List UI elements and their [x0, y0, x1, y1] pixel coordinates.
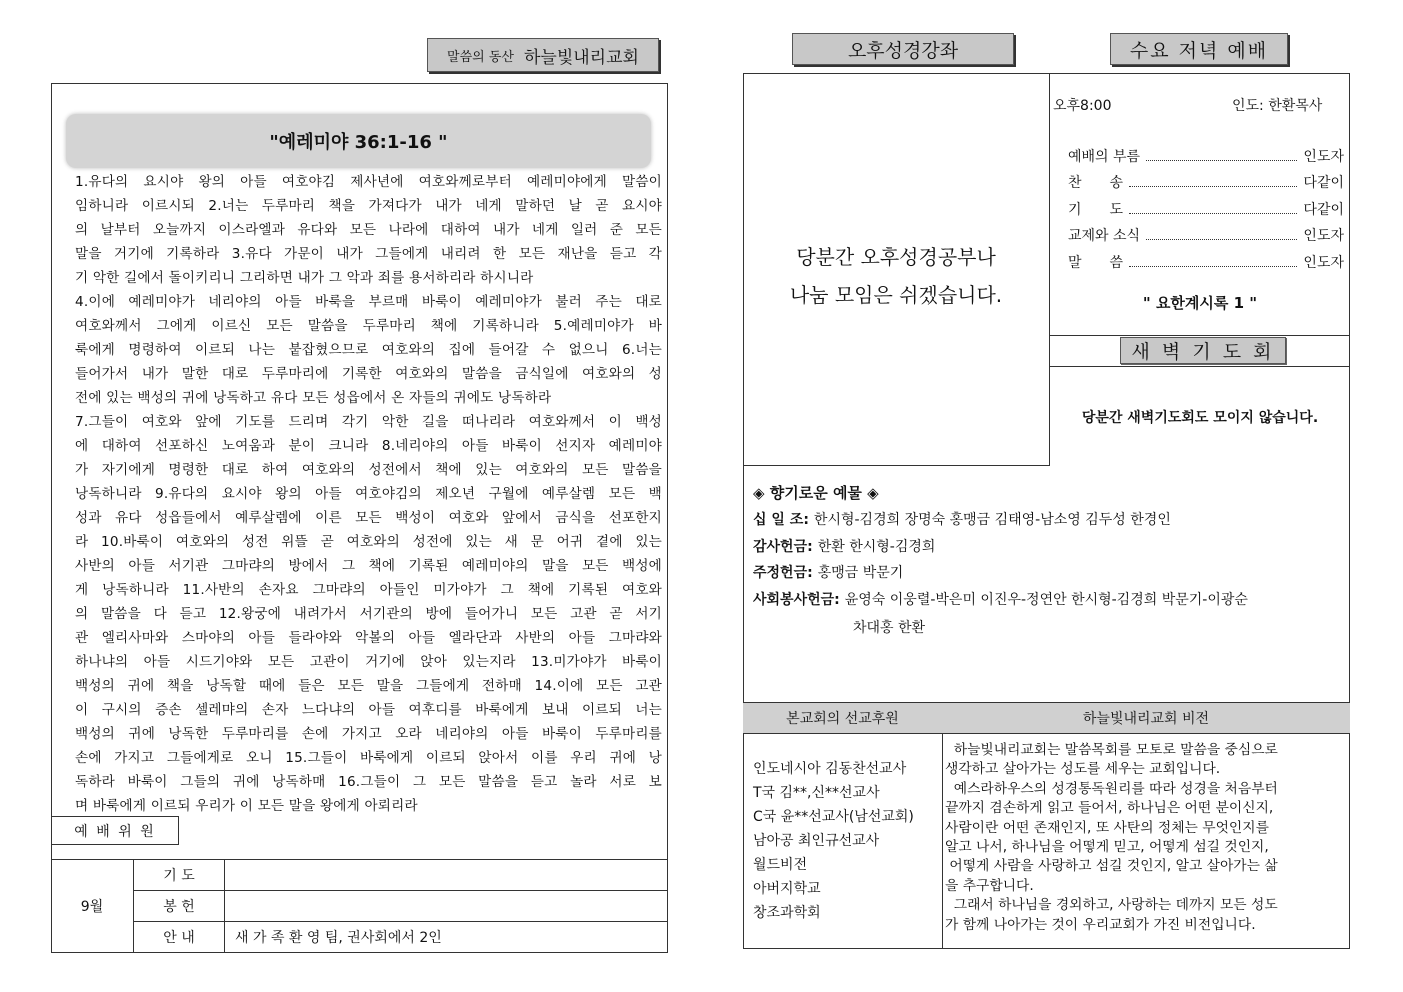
order-row	[1068, 192, 1344, 219]
order-leader: 인도자	[1303, 254, 1344, 271]
vision-line: 가 함께 나아가는 것이 우리교회가 가진 비전입니다.	[945, 916, 1256, 933]
vision-line: 생각하고 살아가는 성도를 세우는 교회입니다.	[945, 761, 1221, 778]
mission-item: C국 윤**선교사(남선교회)	[753, 809, 914, 825]
scripture-line: 백성의 귀에 책을 낭독할 때에 들은 모든 말을 그들에게 전하매 14.이에 모든 고관	[75, 678, 662, 694]
mission-vision-divider	[942, 734, 943, 949]
staff-month: 9월	[51, 860, 134, 953]
scripture-line: 임하니라 이르시되 2.너는 두루마리 책을 가져다가 내가 네게 말하던 날 곧 요시야	[75, 198, 662, 214]
sermon-title: " 요한계시록 1 "	[1142, 294, 1258, 312]
afternoon-title: 오후성경강좌	[847, 39, 959, 62]
leader-dots	[1129, 266, 1297, 267]
dawn-divider-top	[1050, 335, 1350, 336]
offering-names: 홍맹금 박문기	[817, 565, 904, 581]
order-row	[1068, 245, 1344, 272]
vision-line: 사람이란 어떤 존재인지, 또 사탄의 정체는 무엇인지를	[945, 819, 1269, 836]
vision-line: 그래서 하나님을 경외하고, 사랑하는 데까지 모든 성도	[945, 897, 1278, 914]
mission-item: 월드비전	[753, 857, 808, 873]
mission-item: 남아공 최인규선교사	[753, 833, 880, 849]
mission-item: 아버지학교	[753, 881, 821, 897]
dawn-title: 새 벽 기 도 회	[1131, 341, 1275, 363]
scripture-line: 이 구시의 증손 셀레먀의 손자 느다냐의 아들 여후디를 바룩에게 보내 이르되 너는	[75, 702, 662, 718]
staff-role: 기 도	[134, 860, 225, 891]
order-item: 기 도	[1068, 201, 1124, 218]
afternoon-notice-line: 나눔 모임은 쉬겠습니다.	[789, 283, 1003, 307]
scripture-line: 에 대하여 선포하신 노여움과 분이 크니라 8.네리야의 아들 바룩이 선지자 예레미야	[75, 438, 662, 454]
mission-header: 본교회의 선교후원	[786, 711, 899, 727]
scripture-line: 들어가서 내가 말한 대로 두루마리에 기록한 여호와의 말씀을 금식일에 여호와의 성	[75, 366, 662, 382]
vision-text	[945, 741, 1345, 935]
mission-item: 인도네시아 김동찬선교사	[753, 761, 907, 777]
scripture-line: 1.유다의 요시야 왕의 아들 여호야김 제사년에 여호와께로부터 예레미야에게 말씀이	[75, 174, 662, 190]
leader-dots	[1129, 186, 1297, 187]
dawn-notice: 당분간 새벽기도회도 모이지 않습니다.	[1081, 410, 1319, 426]
order-item: 찬 송	[1068, 175, 1124, 191]
offering-label: 사회봉사헌금:	[753, 591, 840, 608]
offering-row	[753, 562, 1343, 589]
offering-names: 한환 한시형-김경희	[817, 538, 936, 555]
passage-title-banner	[66, 114, 651, 168]
staff-value	[225, 891, 669, 922]
leader-dots	[1146, 160, 1297, 161]
church-header	[427, 38, 659, 72]
order-item: 교제와 소식	[1068, 228, 1141, 244]
afternoon-notice-line: 당분간 오후성경공부나	[796, 245, 996, 269]
dawn-title-banner	[1120, 337, 1286, 364]
scripture-line: 말을 거기에 기록하라 3.유다 가문이 내가 그들에게 내리려 한 모든 재난을 듣고 각	[75, 246, 662, 262]
offering-row	[753, 536, 1343, 563]
wednesday-title: 수요 저녁 예배	[1129, 39, 1269, 62]
offering-label: 주정헌금:	[753, 565, 813, 581]
scripture-line: 4.이에 예레미야가 네리야의 아들 바룩을 부르매 바룩이 예레미야가 불러 주는 대로	[75, 294, 662, 310]
scripture-line: 관 엘리사마와 스마야의 아들 들라야와 악볼의 아들 엘라단과 사반의 아들 그마랴와	[75, 630, 662, 646]
scripture-line: 성과 유다 성읍들에서 예루살렘에 이른 모든 백성이 여호와 앞에서 금식을 선포한지	[75, 510, 662, 526]
scripture-line: 독하라 바룩이 그들의 귀에 낭독하매 16.그들이 그 모든 말씀을 듣고 놀라 서로 보	[75, 774, 662, 790]
worship-staff-table	[51, 859, 668, 953]
dawn-divider-bottom	[1050, 366, 1350, 367]
offering-title: ◈ 향기로운 예물 ◈	[753, 484, 879, 502]
vision-header-cell	[942, 702, 1350, 734]
worship-order	[1068, 139, 1344, 272]
scripture-line: 기 악한 길에서 돌이키리니 그리하면 내가 그 악과 죄를 용서하리라 하시니라	[75, 270, 534, 286]
vision-line: 끝까지 겸손하게 읽고 들어서, 하나님은 어떤 분이신지,	[945, 800, 1274, 817]
offering-continuation: 차대홍 한환	[853, 620, 926, 636]
afternoon-notice	[743, 73, 1050, 466]
vision-line: 을 추구합니다.	[945, 877, 1034, 894]
order-item: 예배의 부름	[1068, 148, 1141, 165]
scripture-line: 7.그들이 여호와 앞에 기도를 드리며 각기 악한 길을 떠나리라 여호와께서 이 백성	[75, 414, 662, 430]
staff-value: 새 가 족 환 영 팀, 권사회에서 2인	[225, 922, 669, 953]
scripture-line: 전에 있는 백성의 귀에 낭독하고 유다 모든 성읍에서 온 자들의 귀에도 낭독하라	[75, 390, 552, 406]
scripture-line: 여호와께서 그에게 이르신 모든 말씀을 두루마리 책에 기록하니라 5.예레미야가 바	[75, 318, 662, 334]
mission-list	[753, 757, 938, 925]
offering-list	[753, 509, 1343, 615]
vision-line: 예스라하우스의 성경통독원리를 따라 성경을 처음부터	[945, 780, 1278, 797]
scripture-line: 하나냐의 아들 시드기야와 모든 고관이 거기에 앉아 있는지라 13.미가야가 바룩이	[75, 654, 662, 670]
offering-row	[753, 589, 1343, 616]
scripture-line: 의 날부터 오늘까지 이스라엘과 유다와 모든 나라에 대하여 내가 네게 일러 준 모든	[75, 222, 662, 238]
scripture-line: 라 10.바룩이 여호와의 성전 위뜰 곧 여호와의 성전에 있는 새 문 어귀 곁에 있는	[75, 534, 662, 550]
order-item: 말 씀	[1068, 254, 1124, 271]
order-leader: 다같이	[1303, 175, 1344, 191]
scripture-line: 백성의 귀에 낭독한 두루마리를 손에 가지고 오라 네리야의 아들 바룩이 두루마리를	[75, 726, 662, 742]
mission-item: T국 김**,신**선교사	[753, 785, 880, 801]
scripture-text	[75, 170, 662, 818]
scripture-line: 며 바룩에게 이르되 우리가 이 모든 말을 왕에게 아뢰리라	[75, 798, 418, 814]
leader-dots	[1146, 239, 1297, 240]
scripture-line: 룩에게 명령하여 이르되 나는 붙잡혔으므로 여호와의 집에 들어갈 수 없으니 6.너는	[75, 342, 662, 358]
mission-header-cell	[743, 702, 943, 734]
leader-dots	[1129, 213, 1297, 214]
staff-role: 봉 헌	[134, 891, 225, 922]
vision-header: 하늘빛내리교회 비전	[1082, 711, 1210, 727]
offering-label: 감사헌금:	[753, 538, 813, 555]
wednesday-title-banner	[1110, 33, 1288, 65]
scripture-line: 게 낭독하니라 11.사반의 손자요 그마랴의 아들인 미가야가 그 책에 기록된 여호와	[75, 582, 662, 598]
mission-item: 창조과학회	[753, 905, 821, 921]
order-leader: 인도자	[1303, 148, 1344, 165]
order-leader: 인도자	[1303, 228, 1344, 244]
scripture-line: 의 말씀을 다 듣고 12.왕궁에 내려가서 서기관의 방에 들어가니 모든 고관 곧 서기	[75, 606, 662, 622]
worship-staff-label: 예 배 위 원	[74, 823, 156, 840]
scripture-line: 손에 가지고 그들에게로 오니 15.그들이 바룩에게 이르되 앉아서 이를 우리 귀에 낭	[75, 750, 662, 766]
vision-line: 하늘빛내리교회는 말씀목회를 모토로 말씀을 중심으로	[945, 742, 1278, 758]
order-leader: 다같이	[1303, 201, 1344, 218]
worship-staff-label-box	[51, 816, 179, 845]
vision-line: 어떻게 사람을 사랑하고 섬길 것인지, 알고 살아가는 삶	[945, 858, 1278, 875]
order-row	[1068, 139, 1344, 166]
order-row	[1068, 166, 1344, 193]
order-row	[1068, 219, 1344, 246]
afternoon-title-banner	[792, 33, 1014, 65]
scripture-line: 가 자기에게 명령한 대로 하여 여호와의 성전에서 책에 있는 여호와의 모든 말씀을	[75, 462, 662, 478]
wed-time: 오후8:00	[1053, 98, 1112, 114]
scripture-line: 사반의 아들 서기관 그마랴의 방에서 그 책에 기록된 예레미야의 말을 모든 백성에	[75, 558, 662, 574]
wed-leader: 인도: 한환목사	[1232, 98, 1323, 114]
header-church-name: 하늘빛내리교회	[523, 47, 639, 68]
passage-title: "예레미야 36:1-16 "	[269, 132, 448, 153]
offering-names: 한시형-김경희 장명숙 홍맹금 김태영-남소영 김두성 한경인	[813, 512, 1171, 528]
scripture-line: 낭독하니라 9.유다의 요시야 왕의 아들 여호야김의 제오년 구월에 예루살렘 모든 백	[75, 486, 662, 502]
offering-label: 십 일 조:	[753, 512, 809, 528]
offering-names: 윤영숙 이웅렬-박은미 이진우-정연안 한시형-김경희 박문기-이광순	[844, 591, 1248, 608]
vision-line: 알고 나서, 하나님을 어떻게 믿고, 어떻게 섬길 것인지,	[945, 839, 1269, 856]
staff-role: 안 내	[134, 922, 225, 953]
header-motto: 말씀의 동산	[447, 49, 514, 65]
offering-row	[753, 509, 1343, 536]
staff-value	[225, 860, 669, 891]
